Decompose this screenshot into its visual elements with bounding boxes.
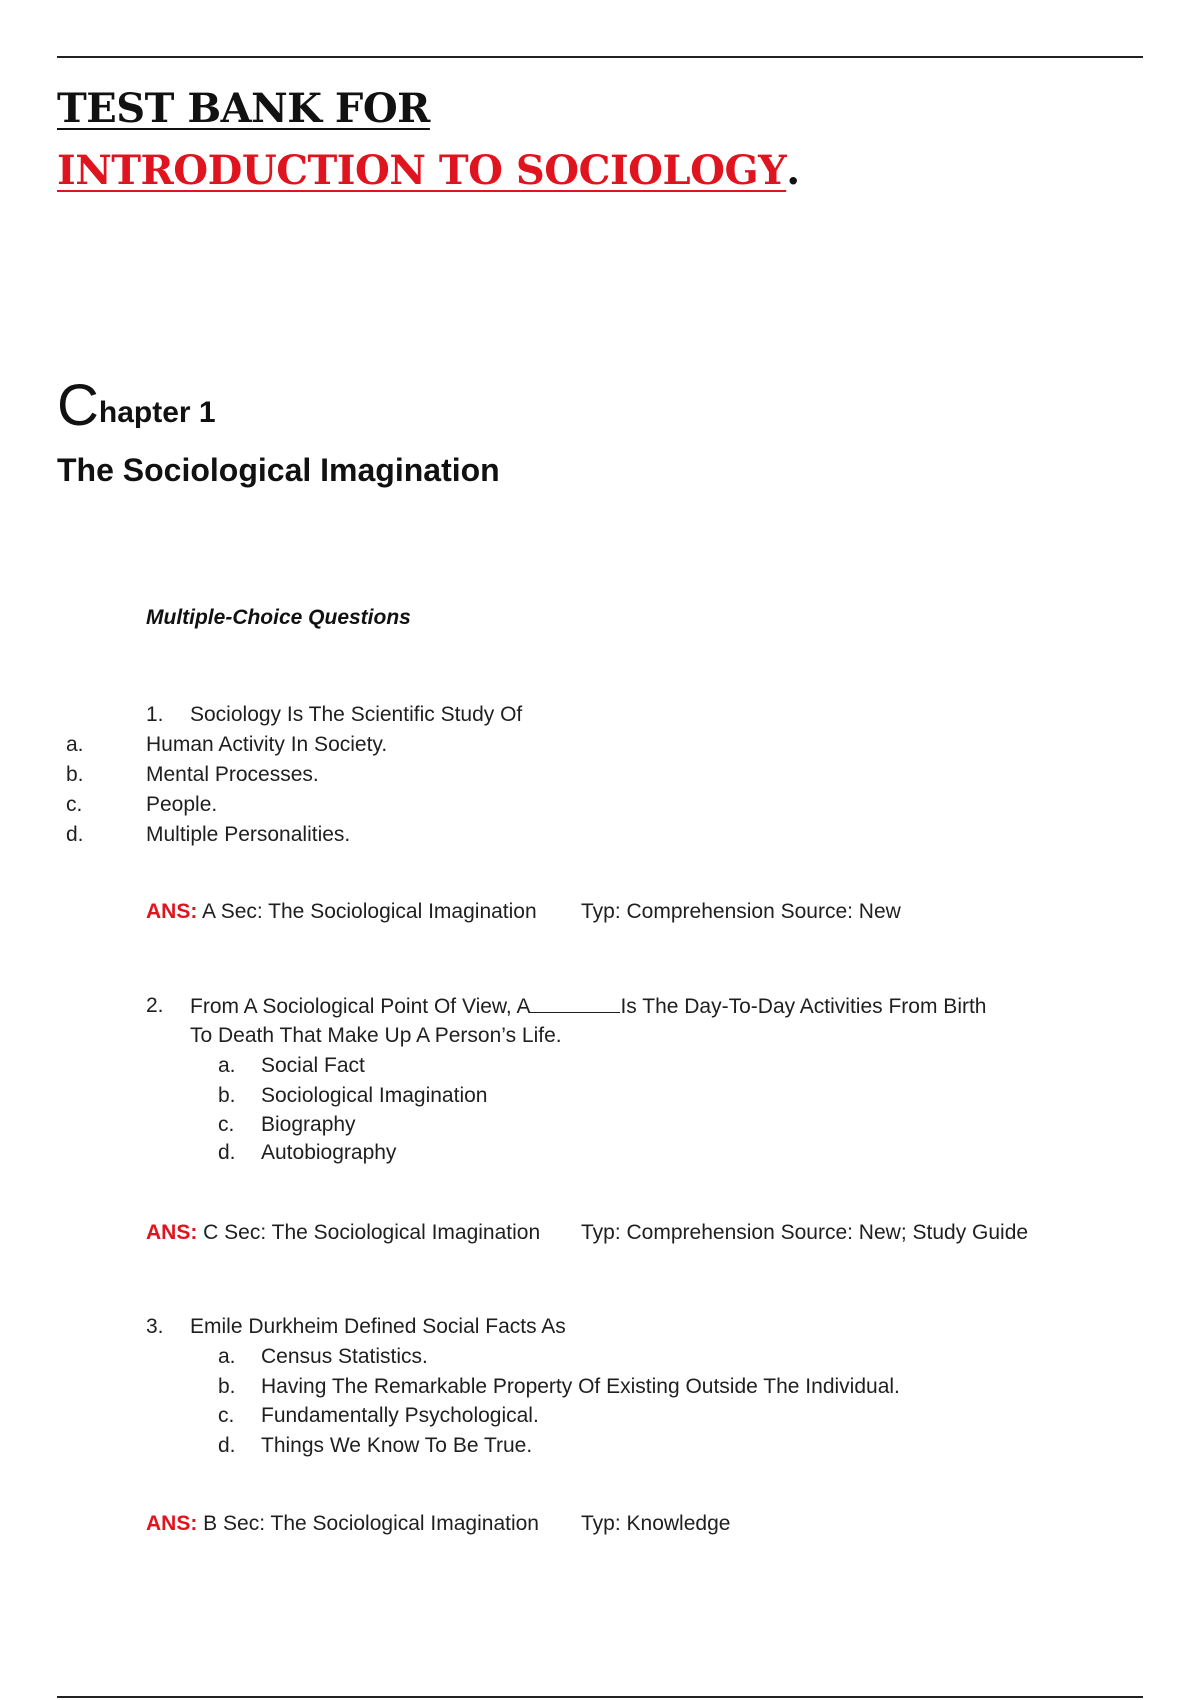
q2-answer [146,1221,1029,1245]
question-1-stem: Sociology Is The Scientific Study Of [190,703,523,726]
q3-option-d-letter: d. [218,1434,236,1457]
question-2-stem-line2: To Death That Make Up A Person’s Life. [190,1024,562,1047]
q2-option-d-text: Autobiography [261,1141,397,1164]
q2-option-b-letter: b. [218,1084,236,1107]
q1-option-b-letter: b. [66,763,84,786]
chapter-subtitle: The Sociological Imagination [57,452,500,488]
q3-answer-label: ANS: [146,1512,198,1535]
q1-option-d-letter: d. [66,823,84,846]
q3-option-c-letter: c. [218,1404,235,1427]
q2-option-a-text: Social Fact [261,1054,365,1077]
q3-answer [146,1512,731,1536]
section-heading: Multiple-Choice Questions [146,606,411,629]
q3-option-d-text: Things We Know To Be True. [261,1434,533,1457]
q2-blank [530,994,620,1013]
q2-option-c-text: Biography [261,1113,356,1136]
q2-stem-after: Is The Day-To-Day Activities From Birth [620,995,987,1018]
title-line-2 [57,140,800,202]
q3-option-c-text: Fundamentally Psychological. [261,1404,539,1427]
q2-answer-label: ANS: [146,1221,198,1244]
q1-answer-main: A Sec: The Sociological Imagination [197,900,537,923]
q1-answer-typ: Typ: Comprehension Source: New [581,900,901,923]
q3-option-b-letter: b. [218,1375,236,1398]
question-2-number: 2. [146,994,164,1017]
q2-answer-main: C Sec: The Sociological Imagination [197,1221,541,1244]
q2-option-d-letter: d. [218,1141,236,1164]
q3-answer-main: B Sec: The Sociological Imagination [197,1512,539,1535]
document-title [57,78,800,202]
q1-option-c-letter: c. [66,793,83,816]
q3-option-a-text: Census Statistics. [261,1345,428,1368]
chapter-cap-letter: C [57,373,99,438]
q1-option-d-text: Multiple Personalities. [146,823,351,846]
title-line-1: TEST BANK FOR [57,85,430,132]
title-line-2-text: INTRODUCTION TO SOCIOLOGY [57,147,787,194]
q2-answer-typ: Typ: Comprehension Source: New; Study Guide [581,1221,1029,1244]
question-3-number: 3. [146,1315,164,1338]
q3-answer-typ: Typ: Knowledge [581,1512,731,1535]
question-3-stem: Emile Durkheim Defined Social Facts As [190,1315,566,1338]
q1-option-b-text: Mental Processes. [146,763,319,786]
q1-option-a-text: Human Activity In Society. [146,733,388,756]
q2-option-a-letter: a. [218,1054,236,1077]
title-period: . [786,147,800,194]
question-2-stem [190,994,987,1019]
q1-option-c-text: People. [146,793,218,816]
chapter-label: hapter 1 [98,396,216,429]
q3-option-b-text: Having The Remarkable Property Of Existing Outside The Individual. [261,1375,900,1398]
bottom-rule [57,1696,1143,1698]
q1-option-a-letter: a. [66,733,84,756]
q2-option-b-text: Sociological Imagination [261,1084,488,1107]
top-rule [57,56,1143,58]
q2-stem-before: From A Sociological Point Of View, A [190,995,531,1018]
q1-answer [146,900,901,924]
q1-answer-label: ANS: [146,900,198,923]
question-1-number: 1. [146,703,164,726]
q3-option-a-letter: a. [218,1345,236,1368]
chapter-heading [57,373,216,438]
q2-option-c-letter: c. [218,1113,235,1136]
